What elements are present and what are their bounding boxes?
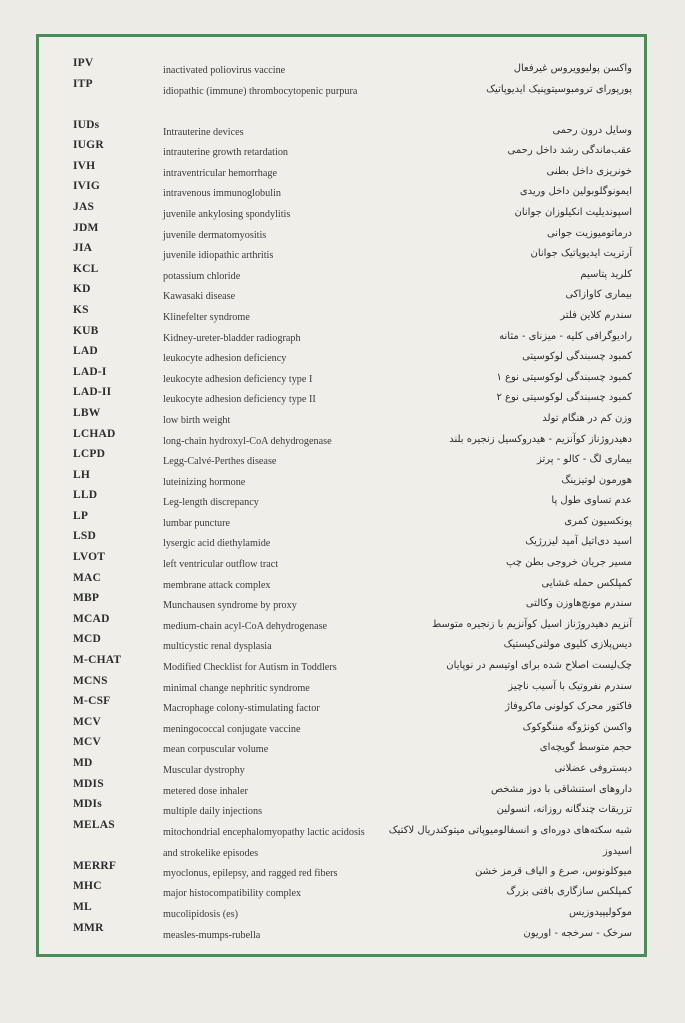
glossary-row bbox=[39, 201, 644, 222]
abbreviation: LP bbox=[73, 509, 89, 522]
abbreviation: MCV bbox=[73, 736, 102, 749]
persian-translation: اسید دی‌اتیل آمید لیزرژیک bbox=[525, 536, 632, 548]
english-definition: leukocyte adhesion deficiency bbox=[163, 353, 287, 365]
persian-translation: موکولیپیدوزیس bbox=[569, 906, 632, 918]
glossary-row bbox=[39, 263, 644, 284]
persian-translation: درماتومیوزیت جوانی bbox=[546, 227, 632, 239]
glossary-row bbox=[39, 57, 644, 78]
english-definition: Intrauterine devices bbox=[163, 126, 244, 138]
english-definition: potassium chloride bbox=[163, 270, 241, 282]
persian-translation: سندرم کلاین فلتر bbox=[560, 309, 632, 321]
persian-translation: حجم متوسط گویچه‌ای bbox=[539, 742, 632, 754]
persian-translation: رادیوگرافی کلیه - میزنای - مثانه bbox=[499, 330, 632, 342]
english-definition: juvenile ankylosing spondylitis bbox=[163, 208, 291, 220]
glossary-row bbox=[39, 778, 644, 799]
persian-translation: کلرید پتاسیم bbox=[580, 268, 632, 280]
persian-translation: عقب‌ماندگی رشد داخل رحمی bbox=[507, 145, 632, 157]
abbreviation: LVOT bbox=[73, 551, 106, 564]
glossary-row bbox=[39, 922, 644, 943]
persian-translation: سندرم نفروتیک با آسیب ناچیز bbox=[508, 680, 632, 692]
glossary-row bbox=[39, 798, 644, 819]
english-definition: intravenous immunoglobulin bbox=[163, 188, 281, 200]
abbreviation: MDIs bbox=[73, 798, 102, 811]
abbreviation: IUDs bbox=[73, 118, 100, 131]
abbreviation: MCD bbox=[73, 633, 102, 646]
persian-translation: بیماری لگ - کالو - پرتز bbox=[536, 454, 632, 466]
english-definition: leukocyte adhesion deficiency type II bbox=[163, 394, 316, 406]
glossary-row bbox=[39, 386, 644, 407]
persian-translation: چک‌لیست اصلاح شده برای اوتیسم در نوپایان bbox=[446, 660, 632, 672]
persian-translation: سندرم مونچ‌هاوزن وکالتی bbox=[525, 598, 632, 610]
persian-translation: کمپلکس سازگاری بافتی بزرگ bbox=[506, 886, 632, 898]
abbreviation: LCPD bbox=[73, 448, 106, 461]
glossary-row bbox=[39, 242, 644, 263]
persian-translation: بیماری کاوازاکی bbox=[565, 289, 632, 301]
english-definition: Klinefelter syndrome bbox=[163, 311, 250, 323]
english-definition: Munchausen syndrome by proxy bbox=[163, 600, 297, 612]
persian-translation: شبه سکته‌های دوره‌ای و انسفالومیوپاتی میتوکندریال لاکتیک اسیدوز bbox=[388, 824, 632, 857]
english-definition: mucolipidosis (es) bbox=[163, 908, 238, 920]
glossary-row bbox=[39, 880, 644, 901]
abbreviation: MHC bbox=[73, 880, 102, 893]
abbreviation: KUB bbox=[73, 324, 99, 337]
persian-translation: تزریقات چندگانه روزانه، انسولین bbox=[496, 804, 632, 816]
glossary-row bbox=[39, 366, 644, 387]
english-definition: medium-chain acyl-CoA dehydrogenase bbox=[163, 620, 328, 632]
abbreviation: IVH bbox=[73, 159, 96, 172]
persian-translation: داروهای استنشاقی با دوز مشخص bbox=[491, 783, 632, 795]
glossary-row bbox=[39, 860, 644, 881]
english-definition: left ventricular outflow tract bbox=[163, 559, 279, 571]
english-definition: inactivated poliovirus vaccine bbox=[163, 65, 286, 76]
abbreviation: LCHAD bbox=[73, 427, 116, 440]
glossary-row bbox=[39, 428, 644, 449]
glossary-row bbox=[39, 633, 644, 654]
glossary-row bbox=[39, 901, 644, 922]
persian-translation: کمبود چسبندگی لوکوسیتی نوع ۱ bbox=[496, 371, 632, 383]
english-definition: low birth weight bbox=[163, 414, 231, 426]
abbreviation: MCAD bbox=[73, 612, 110, 625]
persian-translation: مسیر جریان خروجی بطن چپ bbox=[505, 557, 632, 569]
english-definition: minimal change nephritic syndrome bbox=[163, 682, 310, 694]
abbreviation: LAD-II bbox=[73, 386, 112, 399]
persian-translation: هورمون لوتیزینگ bbox=[561, 474, 632, 486]
english-definition: major histocompatibility complex bbox=[163, 888, 302, 900]
english-definition: Legg-Calvé-Perthes disease bbox=[163, 456, 277, 468]
english-definition: Leg-length discrepancy bbox=[163, 497, 259, 509]
english-definition: lysergic acid diethylamide bbox=[163, 538, 271, 550]
persian-translation: واکسن پولیوویروس غیرفعال bbox=[513, 63, 632, 74]
abbreviation: KCL bbox=[73, 262, 99, 275]
english-definition: mitochondrial encephalomyopathy lactic acidosis and strokelike episodes bbox=[163, 826, 365, 859]
glossary-row bbox=[39, 119, 644, 140]
glossary-row bbox=[39, 489, 644, 510]
english-definition: multiple daily injections bbox=[163, 806, 263, 818]
english-definition: measles-mumps-rubella bbox=[163, 929, 261, 941]
english-definition: idiopathic (immune) thrombocytopenic purpura bbox=[163, 85, 358, 97]
glossary-row bbox=[39, 675, 644, 696]
abbreviation: JIA bbox=[73, 242, 93, 255]
english-definition: long-chain hydroxyl-CoA dehydrogenase bbox=[163, 435, 332, 447]
glossary-row bbox=[39, 180, 644, 201]
glossary-row bbox=[39, 592, 644, 613]
persian-translation: پورپورای ترومبوسیتوپنیک ایدیوپاتیک bbox=[486, 83, 632, 95]
glossary-row bbox=[39, 78, 644, 119]
persian-translation: خونریزی داخل بطنی bbox=[546, 165, 632, 177]
persian-translation: ایمونوگلوبولین داخل وریدی bbox=[519, 186, 632, 198]
english-definition: intraventricular hemorrhage bbox=[163, 167, 277, 179]
abbreviation: IUGR bbox=[73, 139, 104, 152]
glossary-row bbox=[39, 654, 644, 675]
english-definition: meningococcal conjugate vaccine bbox=[163, 723, 301, 735]
persian-translation: دهیدروژناز کوآنزیم - هیدروکسیل زنجیره بلند bbox=[449, 433, 632, 445]
persian-translation: واکسن کونژوگه مننگوکوک bbox=[522, 721, 632, 733]
persian-translation: دیس‌پلازی کلیوی مولتی‌کیستیک bbox=[503, 639, 632, 651]
abbreviation: MELAS bbox=[73, 818, 115, 831]
persian-translation: دیستروفی عضلانی bbox=[554, 763, 632, 774]
english-definition: Kidney-ureter-bladder radiograph bbox=[163, 332, 301, 344]
persian-translation: اسپوندیلیت انکیلوزان جوانان bbox=[514, 206, 632, 218]
glossary-row bbox=[39, 407, 644, 428]
english-definition: mean corpuscular volume bbox=[163, 744, 269, 756]
english-definition: luteinizing hormone bbox=[163, 476, 246, 488]
abbreviation: LAD bbox=[73, 345, 98, 358]
english-definition: juvenile idiopathic arthritis bbox=[163, 250, 274, 262]
glossary-row bbox=[39, 695, 644, 716]
persian-translation: آنزیم دهیدروژناز اسیل کوآنزیم با زنجیره متوسط bbox=[431, 618, 632, 630]
glossary-row bbox=[39, 716, 644, 737]
persian-translation: کمبود چسبندگی لوکوسیتی نوع ۲ bbox=[496, 392, 632, 404]
glossary-row bbox=[39, 304, 644, 325]
glossary-row bbox=[39, 736, 644, 757]
english-definition: metered dose inhaler bbox=[163, 785, 248, 797]
persian-translation: میوکلونوس، صرع و الیاف قرمز خشن bbox=[474, 865, 632, 877]
glossary-row bbox=[39, 139, 644, 160]
abbreviation: LAD-I bbox=[73, 365, 107, 378]
abbreviation: MBP bbox=[73, 592, 100, 605]
abbreviation: LLD bbox=[73, 489, 98, 502]
abbreviation: MMR bbox=[73, 921, 104, 934]
glossary-row bbox=[39, 613, 644, 634]
abbreviation: M-CHAT bbox=[73, 654, 122, 667]
english-definition: juvenile dermatomyositis bbox=[163, 229, 267, 241]
abbreviation: MCV bbox=[73, 715, 102, 728]
abbreviation: IPV bbox=[73, 57, 94, 69]
persian-translation: پونکسیون کمری bbox=[564, 515, 632, 527]
english-definition: leukocyte adhesion deficiency type I bbox=[163, 373, 313, 385]
abbreviation: ML bbox=[73, 900, 92, 913]
abbreviation: MD bbox=[73, 757, 93, 769]
abbreviation: JDM bbox=[73, 221, 99, 234]
persian-translation: فاکتور محرک کولونی ماکروفاژ bbox=[505, 701, 632, 713]
persian-translation: وزن کم در هنگام تولد bbox=[542, 412, 632, 424]
persian-translation: کمبود چسبندگی لوکوسیتی bbox=[522, 351, 632, 363]
glossary-row bbox=[39, 510, 644, 531]
glossary-frame bbox=[36, 34, 647, 957]
english-definition: Modified Checklist for Autism in Toddlers bbox=[163, 662, 337, 674]
abbreviation: M-CSF bbox=[73, 695, 111, 708]
persian-translation: کمپلکس حمله غشایی bbox=[541, 577, 632, 589]
english-definition: Muscular dystrophy bbox=[163, 765, 245, 776]
abbreviation: KD bbox=[73, 283, 91, 296]
glossary-list bbox=[39, 57, 644, 942]
english-definition: myoclonus, epilepsy, and ragged red fibers bbox=[163, 867, 338, 879]
abbreviation: JAS bbox=[73, 200, 95, 213]
glossary-row bbox=[39, 160, 644, 181]
glossary-row bbox=[39, 530, 644, 551]
persian-translation: وسایل درون رحمی bbox=[552, 124, 632, 136]
glossary-row bbox=[39, 469, 644, 490]
english-definition: Macrophage colony-stimulating factor bbox=[163, 703, 320, 715]
abbreviation: MCNS bbox=[73, 674, 108, 687]
abbreviation: MERRF bbox=[73, 859, 117, 872]
glossary-row bbox=[39, 325, 644, 346]
glossary-row bbox=[39, 345, 644, 366]
persian-translation: آرتریت ایدیوپاتیک جوانان bbox=[530, 248, 632, 260]
glossary-row bbox=[39, 757, 644, 778]
abbreviation: LSD bbox=[73, 530, 96, 543]
glossary-row bbox=[39, 819, 644, 860]
abbreviation: IVIG bbox=[73, 180, 101, 193]
glossary-row bbox=[39, 222, 644, 243]
glossary-row bbox=[39, 572, 644, 593]
persian-translation: سرخک - سرخجه - اوریون bbox=[523, 927, 632, 939]
english-definition: membrane attack complex bbox=[163, 579, 271, 591]
persian-translation: عدم تساوی طول پا bbox=[551, 495, 632, 507]
abbreviation: ITP bbox=[73, 77, 93, 90]
abbreviation: MDIS bbox=[73, 777, 104, 790]
english-definition: multicystic renal dysplasia bbox=[163, 641, 272, 653]
glossary-row bbox=[39, 551, 644, 572]
abbreviation: LBW bbox=[73, 406, 101, 419]
abbreviation: KS bbox=[73, 303, 89, 316]
glossary-row bbox=[39, 448, 644, 469]
english-definition: intrauterine growth retardation bbox=[163, 147, 289, 159]
glossary-row bbox=[39, 283, 644, 304]
english-definition: lumbar puncture bbox=[163, 517, 231, 529]
abbreviation: MAC bbox=[73, 571, 102, 584]
abbreviation: LH bbox=[73, 468, 91, 481]
english-definition: Kawasaki disease bbox=[163, 291, 236, 303]
